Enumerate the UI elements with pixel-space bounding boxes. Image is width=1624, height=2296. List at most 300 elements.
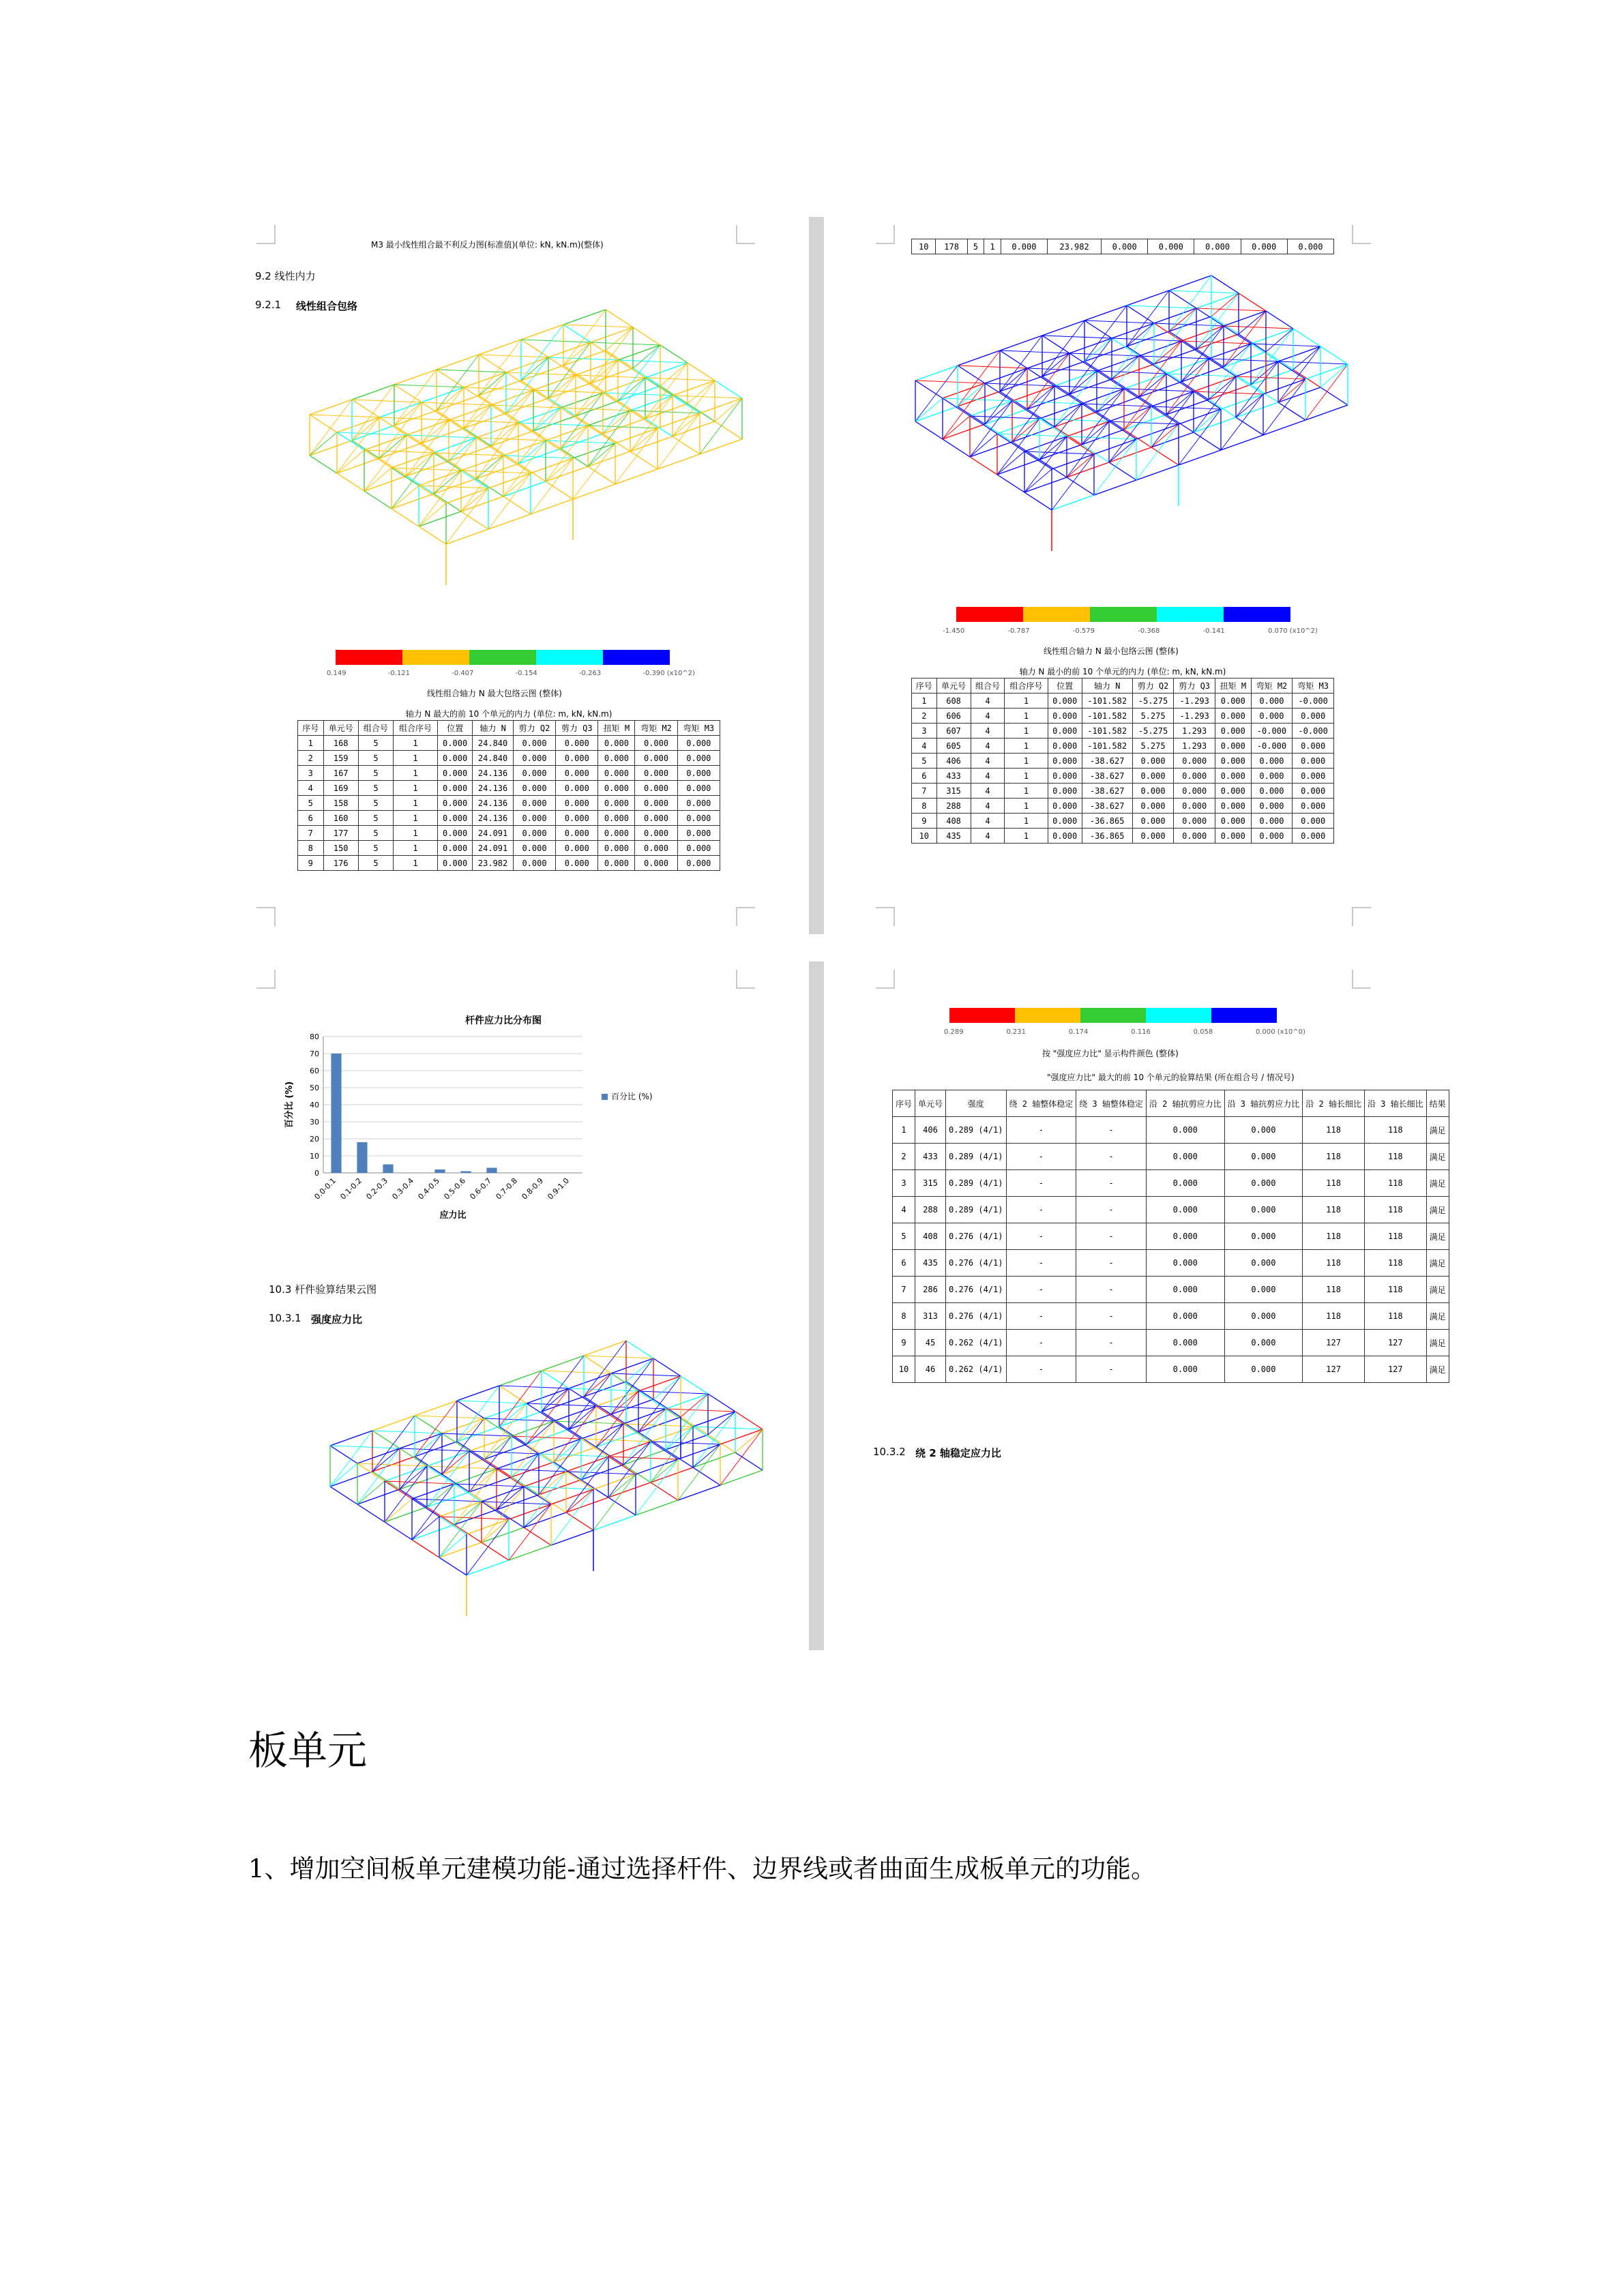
table-row bbox=[912, 709, 1334, 724]
truss-member bbox=[688, 381, 715, 404]
table-cell: 5 bbox=[358, 811, 393, 826]
truss-member bbox=[1236, 376, 1263, 394]
table-cell: 607 bbox=[936, 724, 971, 739]
truss-member bbox=[467, 1519, 509, 1575]
truss-member bbox=[645, 378, 715, 381]
table-cell: - bbox=[1006, 1250, 1076, 1277]
body-paragraph: 1、增加空间板单元建模功能-通过选择杆件、边界线或者曲面生成板单元的功能。 bbox=[248, 1854, 1157, 1883]
truss-member bbox=[506, 372, 533, 390]
table-header-cell: 沿 3 轴长细比 bbox=[1364, 1090, 1426, 1117]
table-cell: 0.000 bbox=[1215, 784, 1252, 799]
table-cell: 满足 bbox=[1426, 1277, 1449, 1303]
table-cell: 4 bbox=[971, 694, 1005, 709]
truss-member bbox=[638, 1391, 666, 1409]
table-row bbox=[298, 781, 720, 796]
crop-mark bbox=[736, 970, 755, 989]
table-cell: 0.289 (4/1) bbox=[946, 1144, 1006, 1170]
truss-member bbox=[618, 345, 660, 360]
table-cell: 0.000 bbox=[1293, 754, 1334, 769]
truss-member bbox=[1067, 462, 1109, 477]
truss-member bbox=[1151, 406, 1179, 424]
y-tick-label: 70 bbox=[310, 1049, 319, 1058]
table-header-cell: 剪力 Q2 bbox=[1132, 679, 1174, 694]
truss-member bbox=[588, 411, 630, 426]
table-cell: 0.000 bbox=[1224, 1277, 1303, 1303]
truss-member bbox=[521, 357, 548, 381]
table-header-cell: 单元号 bbox=[936, 679, 971, 694]
table-cell: 0.000 bbox=[677, 856, 720, 871]
table-cell: 0.000 bbox=[1048, 709, 1082, 724]
truss-member bbox=[569, 1373, 611, 1429]
truss-member bbox=[1000, 351, 1027, 368]
truss-member bbox=[548, 342, 591, 357]
truss-member bbox=[546, 441, 573, 458]
truss-member bbox=[1139, 374, 1166, 397]
table-cell: 118 bbox=[1364, 1250, 1426, 1277]
table-cell: 0.000 bbox=[1215, 814, 1252, 829]
scale-label: 0.070 (x10^2) bbox=[1267, 627, 1318, 635]
table-cell: 1 bbox=[893, 1117, 915, 1144]
truss-member bbox=[997, 475, 1024, 492]
truss-member bbox=[539, 1439, 581, 1495]
truss-member bbox=[497, 1487, 524, 1510]
table-cell: 0.000 bbox=[1251, 709, 1293, 724]
truss-member bbox=[546, 481, 573, 499]
table-cell: 408 bbox=[915, 1223, 946, 1250]
table-cell: 1 bbox=[984, 239, 1001, 254]
truss-member bbox=[476, 423, 518, 438]
y-tick-label: 50 bbox=[310, 1084, 319, 1092]
table-cell: 0.000 bbox=[1048, 829, 1082, 844]
table-cell: 1 bbox=[1005, 709, 1048, 724]
truss-member bbox=[1000, 336, 1042, 351]
table-cell: 0.000 bbox=[1215, 769, 1252, 784]
table-cell: 0.000 bbox=[1174, 814, 1215, 829]
table-row bbox=[912, 799, 1334, 814]
truss-member bbox=[618, 360, 688, 363]
truss-member bbox=[385, 1507, 427, 1522]
truss-member bbox=[611, 1391, 638, 1414]
truss-member bbox=[1211, 293, 1239, 316]
table-cell: 0.000 bbox=[598, 736, 635, 751]
truss-member bbox=[1169, 275, 1211, 290]
truss-member bbox=[546, 466, 588, 481]
truss-member bbox=[551, 1530, 593, 1545]
scale-label: 0.000 (x10^0) bbox=[1255, 1028, 1305, 1036]
truss-member bbox=[533, 408, 561, 431]
truss-member bbox=[482, 1487, 524, 1502]
table-cell: 118 bbox=[1303, 1250, 1365, 1277]
truss-member bbox=[1154, 308, 1196, 364]
table-header-cell: 轴力 N bbox=[473, 721, 514, 736]
table-header-cell: 单元号 bbox=[323, 721, 358, 736]
truss-member bbox=[330, 1431, 372, 1487]
truss-member bbox=[491, 405, 561, 408]
truss-member bbox=[576, 375, 603, 393]
table-cell: 178 bbox=[936, 239, 967, 254]
truss-member bbox=[337, 432, 407, 435]
truss-member bbox=[569, 1373, 611, 1388]
table-cell: 118 bbox=[1303, 1303, 1365, 1330]
truss-member bbox=[357, 1448, 400, 1504]
truss-member bbox=[1154, 308, 1196, 323]
truss-member bbox=[584, 1356, 653, 1358]
truss-member bbox=[1221, 394, 1263, 409]
table-cell: -0.000 bbox=[1293, 694, 1334, 709]
truss-member bbox=[1209, 344, 1251, 400]
truss-member bbox=[985, 383, 1054, 386]
table-cell: 0.000 bbox=[1146, 1117, 1224, 1144]
truss-member bbox=[1305, 364, 1348, 379]
truss-member bbox=[1209, 376, 1236, 400]
truss-member bbox=[521, 325, 563, 340]
table-cell: 1 bbox=[394, 811, 438, 826]
table-cell: 8 bbox=[912, 799, 937, 814]
section-10-3-2-title: 绕 2 轴稳定应力比 bbox=[915, 1447, 1001, 1459]
table-cell: - bbox=[1076, 1144, 1147, 1170]
truss-member bbox=[467, 1560, 509, 1575]
truss-member bbox=[1084, 320, 1154, 323]
truss-member bbox=[439, 1502, 482, 1557]
table-header-cell: 弯矩 M3 bbox=[677, 721, 720, 736]
truss-member bbox=[678, 1485, 720, 1500]
truss-member bbox=[1209, 359, 1236, 376]
truss-member bbox=[337, 473, 364, 491]
table-header-cell: 序号 bbox=[893, 1090, 915, 1117]
table-cell: 313 bbox=[915, 1303, 946, 1330]
table-cell: 0.000 bbox=[1293, 784, 1334, 799]
truss-member bbox=[693, 1412, 735, 1467]
table-cell: 0.000 bbox=[437, 811, 472, 826]
truss-member bbox=[1194, 417, 1236, 432]
table-cell: 0.000 bbox=[598, 826, 635, 841]
truss-member bbox=[379, 402, 422, 417]
table-cell: 满足 bbox=[1426, 1117, 1449, 1144]
truss-member bbox=[454, 1502, 482, 1525]
scale-swatch-orange bbox=[402, 650, 469, 665]
table-row bbox=[298, 841, 720, 856]
truss-member bbox=[464, 372, 506, 428]
table-cell: 0.000 bbox=[1224, 1144, 1303, 1170]
truss-member bbox=[588, 426, 658, 428]
truss-member bbox=[1054, 386, 1082, 404]
truss-member bbox=[603, 393, 673, 396]
truss-member bbox=[561, 393, 603, 449]
figure-caption: 线性组合轴力 N 最大包络云图 (整体) bbox=[427, 689, 562, 698]
truss-member bbox=[1112, 338, 1139, 356]
truss-member bbox=[372, 1431, 400, 1448]
truss-member bbox=[1169, 308, 1196, 331]
truss-member bbox=[588, 443, 615, 466]
truss-member bbox=[970, 434, 997, 457]
table-cell: 0.000 bbox=[513, 751, 555, 766]
table-cell: -101.582 bbox=[1082, 739, 1132, 754]
table-cell: 118 bbox=[1303, 1144, 1365, 1170]
table-cell: 4 bbox=[971, 739, 1005, 754]
table-cell: 24.840 bbox=[473, 736, 514, 751]
table-cell: 118 bbox=[1364, 1303, 1426, 1330]
truss-member bbox=[437, 370, 506, 372]
scale-swatch-red bbox=[336, 650, 402, 665]
truss-member bbox=[651, 1459, 678, 1482]
table-header-cell: 位置 bbox=[1048, 679, 1082, 694]
table-cell: 10 bbox=[912, 829, 937, 844]
truss-member bbox=[524, 1472, 566, 1487]
truss-member bbox=[457, 1386, 499, 1442]
truss-member bbox=[434, 453, 503, 456]
table-cell: 0.000 bbox=[1224, 1330, 1303, 1356]
truss-member bbox=[1054, 371, 1097, 386]
truss-member bbox=[310, 441, 352, 456]
truss-member bbox=[539, 1454, 566, 1472]
truss-member bbox=[1112, 323, 1154, 338]
table-cell: 24.136 bbox=[473, 811, 514, 826]
table-cell: 0.000 bbox=[677, 811, 720, 826]
table-cell: 0.000 bbox=[1293, 829, 1334, 844]
truss-member bbox=[524, 1504, 551, 1527]
table-cell: 315 bbox=[915, 1170, 946, 1197]
table-cell: 0.000 bbox=[1174, 754, 1215, 769]
truss-member bbox=[392, 486, 419, 509]
table-cell: 24.136 bbox=[473, 796, 514, 811]
truss-member bbox=[546, 426, 588, 481]
table-header-cell: 位置 bbox=[437, 721, 472, 736]
truss-member bbox=[1112, 356, 1139, 379]
table-cell: 5.275 bbox=[1132, 709, 1174, 724]
table-cell: 0.000 bbox=[1146, 1330, 1224, 1356]
truss-member bbox=[364, 435, 407, 450]
truss-member bbox=[446, 488, 488, 544]
truss-member bbox=[1251, 329, 1293, 344]
scale-label: 0.289 bbox=[944, 1028, 964, 1036]
truss-model-figure bbox=[310, 1343, 733, 1637]
truss-member bbox=[673, 436, 700, 454]
crop-mark bbox=[256, 970, 276, 989]
truss-member bbox=[407, 420, 449, 435]
truss-member bbox=[1209, 344, 1251, 359]
truss-member bbox=[1136, 424, 1179, 480]
truss-member bbox=[437, 370, 464, 387]
truss-member bbox=[915, 421, 943, 439]
crop-mark bbox=[1352, 225, 1371, 244]
table-cell: 3 bbox=[912, 724, 937, 739]
truss-member bbox=[497, 1454, 539, 1469]
truss-member bbox=[357, 1448, 400, 1463]
table-row bbox=[298, 796, 720, 811]
truss-member bbox=[1027, 353, 1069, 409]
truss-member bbox=[457, 1401, 484, 1418]
truss-member bbox=[503, 441, 546, 496]
truss-member bbox=[531, 458, 573, 473]
table-cell: 0.000 bbox=[677, 736, 720, 751]
color-scale-labels bbox=[944, 1028, 1305, 1036]
table-row bbox=[893, 1277, 1449, 1303]
truss-member bbox=[1194, 391, 1263, 394]
truss-member bbox=[1109, 439, 1136, 462]
truss-member bbox=[357, 1463, 427, 1466]
truss-member bbox=[454, 1469, 497, 1484]
truss-member bbox=[1027, 368, 1097, 371]
table-cell: 0.000 bbox=[556, 766, 598, 781]
table-cell: 1.293 bbox=[1174, 724, 1215, 739]
truss-member bbox=[1052, 454, 1094, 510]
table-cell: 0.000 bbox=[1215, 829, 1252, 844]
truss-member bbox=[533, 375, 576, 431]
table-cell: 0.289 (4/1) bbox=[946, 1117, 1006, 1144]
table-cell: -38.627 bbox=[1082, 754, 1132, 769]
truss-member bbox=[1042, 336, 1112, 338]
table-cell: 0.000 bbox=[1251, 754, 1293, 769]
truss-member bbox=[1169, 290, 1196, 308]
table-cell: 118 bbox=[1303, 1277, 1365, 1303]
table-cell: 288 bbox=[936, 799, 971, 814]
scale-label: -0.263 bbox=[578, 670, 602, 677]
truss-member bbox=[1024, 436, 1067, 451]
y-tick-label: 0 bbox=[314, 1169, 319, 1178]
truss-member bbox=[476, 438, 546, 441]
table-cell: 0.289 (4/1) bbox=[946, 1197, 1006, 1223]
table-cell: 0.000 bbox=[677, 841, 720, 856]
truss-member bbox=[1039, 404, 1082, 419]
scale-swatch-cyan bbox=[1157, 607, 1224, 622]
truss-member bbox=[509, 1504, 551, 1519]
table-cell: 127 bbox=[1364, 1356, 1426, 1383]
truss-member bbox=[503, 456, 531, 473]
x-tick-label: 0.8-0.9 bbox=[520, 1176, 546, 1202]
page-gap bbox=[809, 217, 824, 934]
crop-mark bbox=[1352, 907, 1371, 926]
truss-member bbox=[442, 1433, 469, 1451]
color-scale-bar bbox=[949, 1008, 1277, 1023]
table-cell: 0.000 bbox=[1287, 239, 1333, 254]
table-cell: -0.000 bbox=[1251, 739, 1293, 754]
table-cell: 0.000 bbox=[1293, 709, 1334, 724]
truss-member bbox=[554, 1439, 581, 1462]
truss-member bbox=[596, 1406, 623, 1424]
table-cell: 5 bbox=[298, 796, 324, 811]
truss-member bbox=[1263, 379, 1305, 394]
table-header-cell: 组合序号 bbox=[1005, 679, 1048, 694]
truss-member bbox=[606, 327, 633, 351]
truss-member bbox=[551, 1489, 593, 1545]
table-cell: 0.000 bbox=[1174, 769, 1215, 784]
truss-member bbox=[1097, 356, 1139, 371]
truss-member bbox=[385, 1522, 412, 1540]
truss-member bbox=[1069, 338, 1112, 394]
table-cell: 0.000 bbox=[1146, 1250, 1224, 1277]
truss-member bbox=[666, 1394, 708, 1450]
truss-member bbox=[439, 1542, 482, 1557]
table-header-cell: 扭矩 M bbox=[598, 721, 635, 736]
truss-member bbox=[943, 424, 985, 439]
table-cell: 159 bbox=[323, 751, 358, 766]
truss-member bbox=[651, 1427, 693, 1482]
truss-member bbox=[1039, 436, 1067, 460]
truss-member bbox=[357, 1489, 400, 1504]
truss-member bbox=[1039, 419, 1109, 421]
truss-member bbox=[310, 456, 337, 473]
truss-member bbox=[693, 1412, 735, 1427]
table-cell: -1.293 bbox=[1174, 709, 1215, 724]
truss-member bbox=[1236, 376, 1305, 379]
table-cell: 45 bbox=[915, 1330, 946, 1356]
table-row bbox=[893, 1223, 1449, 1250]
truss-member bbox=[1251, 361, 1278, 385]
truss-member bbox=[608, 1442, 651, 1457]
table-cell: 24.091 bbox=[473, 841, 514, 856]
truss-member bbox=[720, 1470, 763, 1485]
table-cell: - bbox=[1076, 1197, 1147, 1223]
table-cell: 118 bbox=[1364, 1117, 1426, 1144]
table-cell: 127 bbox=[1364, 1330, 1426, 1356]
figure-caption: 按 "强度应力比" 显示构件颜色 (整体) bbox=[1042, 1049, 1179, 1058]
truss-member bbox=[1127, 290, 1169, 346]
truss-member bbox=[415, 1401, 457, 1457]
truss-member bbox=[576, 360, 618, 375]
truss-member bbox=[464, 405, 491, 428]
table-header-cell: 单元号 bbox=[915, 1090, 946, 1117]
page-thumbnail-4 bbox=[827, 961, 1446, 1650]
truss-member bbox=[415, 1416, 442, 1433]
truss-member bbox=[584, 1356, 611, 1373]
truss-member bbox=[484, 1403, 527, 1459]
truss-member bbox=[461, 456, 503, 471]
truss-member bbox=[503, 456, 573, 458]
truss-member bbox=[1224, 311, 1266, 367]
truss-member bbox=[1194, 409, 1221, 432]
table-cell: 0.000 bbox=[1224, 1197, 1303, 1223]
truss-member bbox=[357, 1504, 385, 1522]
truss-member bbox=[673, 396, 742, 398]
truss-member bbox=[943, 383, 985, 398]
truss-member bbox=[422, 402, 491, 405]
truss-member bbox=[518, 408, 561, 464]
truss-member bbox=[1000, 351, 1069, 353]
truss-member bbox=[1084, 320, 1112, 338]
truss-member bbox=[1027, 368, 1054, 386]
x-tick-label: 0.4-0.5 bbox=[416, 1176, 442, 1202]
table-cell: 0.000 bbox=[1132, 754, 1174, 769]
truss-member bbox=[561, 408, 588, 426]
scale-swatch-orange bbox=[1023, 607, 1090, 622]
table-header-cell: 剪力 Q2 bbox=[513, 721, 555, 736]
table-cell: -36.865 bbox=[1082, 814, 1132, 829]
table-cell: 0.000 bbox=[635, 751, 677, 766]
table-row bbox=[893, 1303, 1449, 1330]
table-cell: -38.627 bbox=[1082, 769, 1132, 784]
truss-member bbox=[658, 454, 700, 469]
truss-member bbox=[1179, 450, 1221, 465]
truss-member bbox=[636, 1500, 678, 1515]
truss-member bbox=[310, 400, 352, 456]
truss-member bbox=[563, 325, 591, 342]
truss-member bbox=[1251, 344, 1320, 346]
truss-member bbox=[1263, 379, 1305, 435]
truss-member bbox=[521, 325, 563, 381]
table-row bbox=[912, 739, 1334, 754]
table-cell: 286 bbox=[915, 1277, 946, 1303]
crop-mark bbox=[876, 225, 895, 244]
table-header-cell: 绕 2 轴整体稳定 bbox=[1006, 1090, 1076, 1117]
truss-member bbox=[1067, 454, 1094, 477]
truss-member bbox=[352, 417, 379, 441]
truss-member bbox=[1320, 346, 1348, 364]
table-cell: 0.000 bbox=[677, 781, 720, 796]
truss-member bbox=[666, 1394, 708, 1409]
truss-member bbox=[442, 1433, 512, 1436]
truss-member bbox=[608, 1474, 636, 1497]
table-cell: 0.000 bbox=[1224, 1250, 1303, 1277]
